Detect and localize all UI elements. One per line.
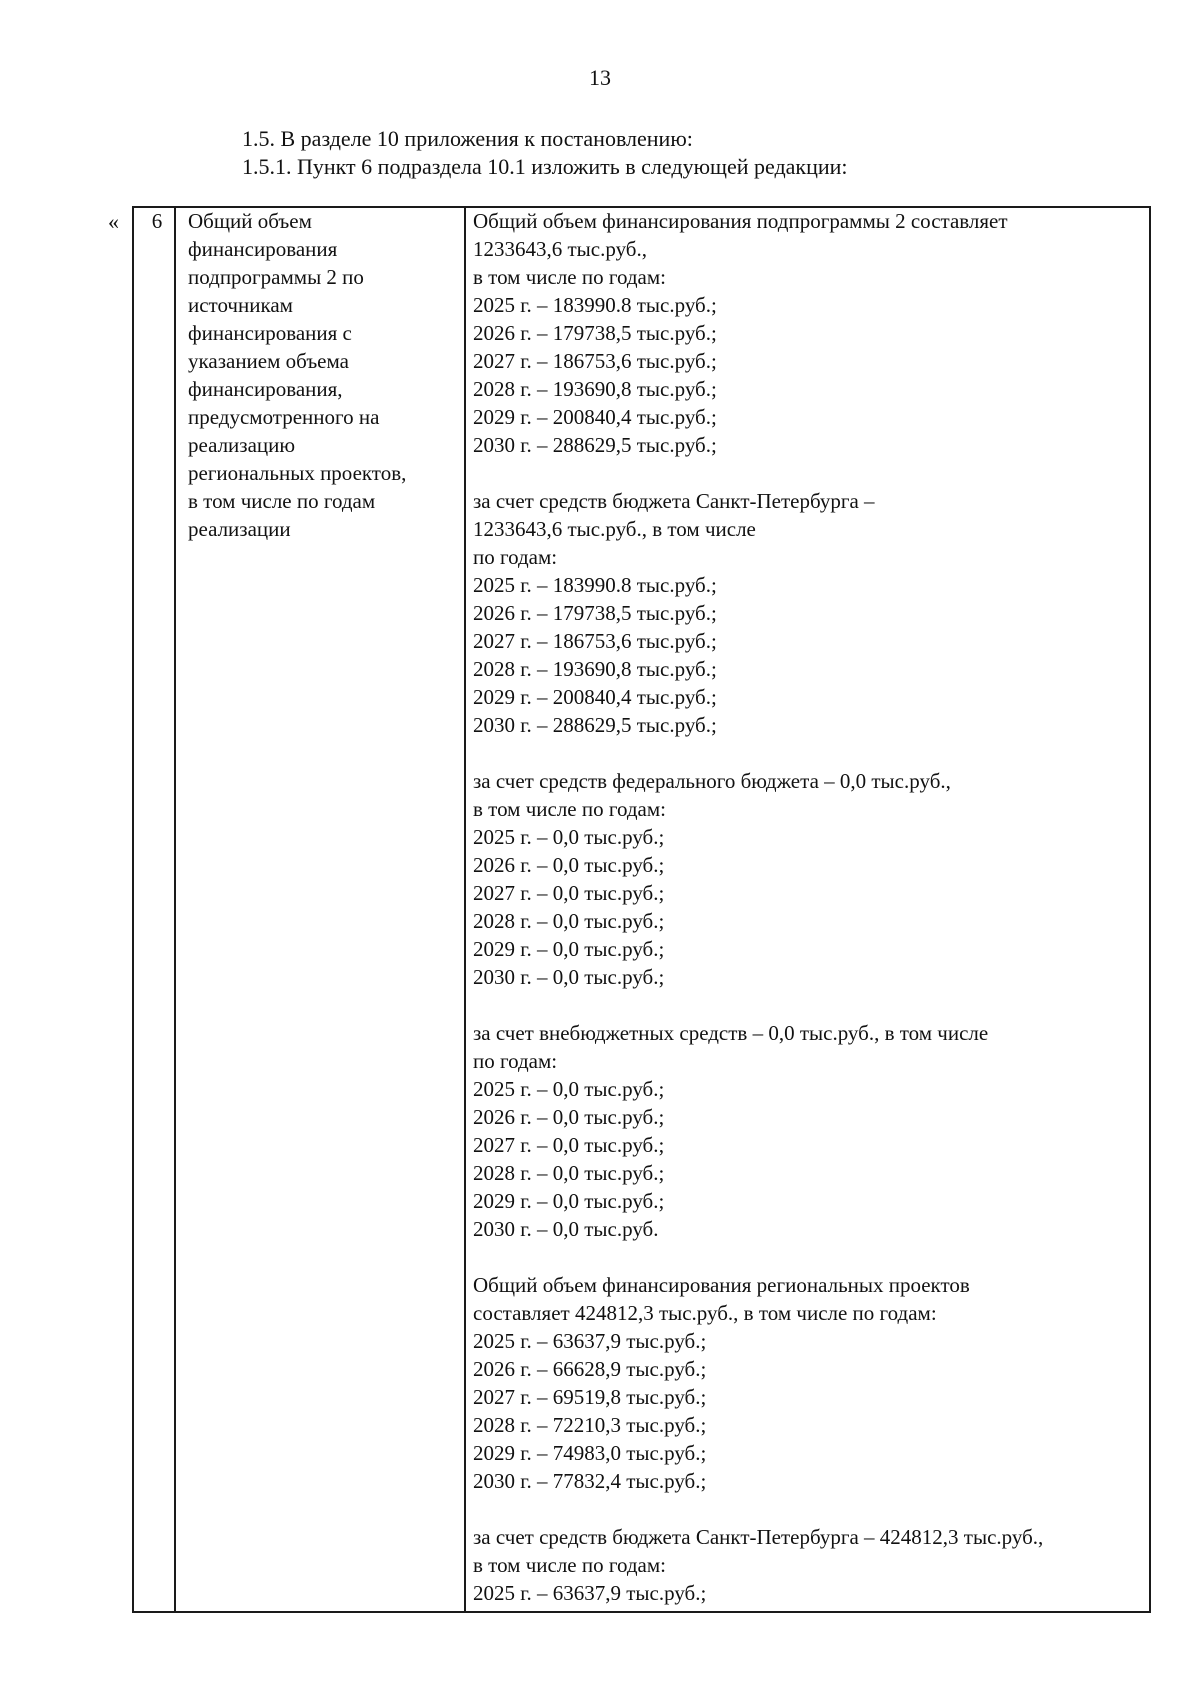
content-line: 2030 г. – 0,0 тыс.руб.; (473, 965, 665, 989)
content-line: 2026 г. – 0,0 тыс.руб.; (473, 853, 665, 877)
blank-line (473, 459, 1143, 487)
row-content-cell (473, 207, 1143, 1607)
blank-line (473, 991, 1143, 1019)
content-line: 2029 г. – 0,0 тыс.руб.; (473, 1189, 665, 1213)
content-line: 2026 г. – 179738,5 тыс.руб.; (473, 601, 717, 625)
table-column-divider-1 (174, 206, 176, 1613)
content-line: Общий объем финансирования подпрограммы 2 составляет (473, 209, 1008, 233)
blank-line (473, 1243, 1143, 1271)
table-column-divider-2 (464, 206, 466, 1613)
content-line: 2028 г. – 0,0 тыс.руб.; (473, 909, 665, 933)
row-number-cell: 6 (151, 209, 163, 233)
blank-line (473, 1495, 1143, 1523)
content-line: 2027 г. – 0,0 тыс.руб.; (473, 1133, 665, 1157)
content-line: 2026 г. – 66628,9 тыс.руб.; (473, 1357, 707, 1381)
intro-line-section: 1.5. В разделе 10 приложения к постановлению: (242, 126, 693, 151)
content-line: 2026 г. – 179738,5 тыс.руб.; (473, 321, 717, 345)
content-line: за счет средств бюджета Санкт-Петербурга – (473, 489, 875, 513)
intro-block (242, 125, 848, 181)
content-line: 2025 г. – 183990.8 тыс.руб.; (473, 293, 717, 317)
content-line: 2027 г. – 69519,8 тыс.руб.; (473, 1385, 707, 1409)
row-label-cell (188, 207, 458, 543)
content-line: в том числе по годам: (473, 1553, 666, 1577)
content-line: за счет средств федерального бюджета – 0,0 тыс.руб., (473, 769, 951, 793)
content-line: 2027 г. – 186753,6 тыс.руб.; (473, 629, 717, 653)
content-line: 2029 г. – 200840,4 тыс.руб.; (473, 685, 717, 709)
label-line: региональных проектов, (188, 461, 407, 485)
label-line: предусмотренного на (188, 405, 380, 429)
content-line: 2029 г. – 0,0 тыс.руб.; (473, 937, 665, 961)
content-line: 2029 г. – 200840,4 тыс.руб.; (473, 405, 717, 429)
content-line: 2030 г. – 77832,4 тыс.руб.; (473, 1469, 707, 1493)
content-line: 1233643,6 тыс.руб., в том числе (473, 517, 756, 541)
content-line: по годам: (473, 1049, 558, 1073)
content-line: 2026 г. – 0,0 тыс.руб.; (473, 1105, 665, 1129)
label-line: источникам (188, 293, 293, 317)
content-line: 2025 г. – 0,0 тыс.руб.; (473, 825, 665, 849)
content-line: за счет средств бюджета Санкт-Петербурга – 424812,3 тыс.руб., (473, 1525, 1044, 1549)
label-line: финансирования (188, 237, 338, 261)
content-line: 2028 г. – 193690,8 тыс.руб.; (473, 657, 717, 681)
label-line: подпрограммы 2 по (188, 265, 364, 289)
content-line: 2029 г. – 74983,0 тыс.руб.; (473, 1441, 707, 1465)
content-line: за счет внебюджетных средств – 0,0 тыс.руб., в том числе (473, 1021, 989, 1045)
intro-line-clause: 1.5.1. Пункт 6 подраздела 10.1 изложить в следующей редакции: (242, 154, 848, 179)
content-line: 2028 г. – 72210,3 тыс.руб.; (473, 1413, 707, 1437)
label-line: реализацию (188, 433, 296, 457)
page-number: 13 (589, 65, 611, 90)
content-line: 2025 г. – 0,0 тыс.руб.; (473, 1077, 665, 1101)
content-line: 2030 г. – 288629,5 тыс.руб.; (473, 713, 717, 737)
label-line: реализации (188, 517, 291, 541)
label-line: Общий объем (188, 209, 312, 233)
content-line: 2027 г. – 186753,6 тыс.руб.; (473, 349, 717, 373)
content-line: 1233643,6 тыс.руб., (473, 237, 647, 261)
label-line: в том числе по годам (188, 489, 376, 513)
content-line: 2030 г. – 0,0 тыс.руб. (473, 1217, 659, 1241)
content-line: 2027 г. – 0,0 тыс.руб.; (473, 881, 665, 905)
blank-line (473, 739, 1143, 767)
opening-quote: « (108, 209, 119, 234)
content-line: в том числе по годам: (473, 265, 666, 289)
content-line: Общий объем финансирования региональных проектов (473, 1273, 970, 1297)
content-line: в том числе по годам: (473, 797, 666, 821)
content-line: по годам: (473, 545, 558, 569)
label-line: финансирования с (188, 321, 352, 345)
content-line: 2028 г. – 0,0 тыс.руб.; (473, 1161, 665, 1185)
label-line: указанием объема (188, 349, 349, 373)
content-line: 2025 г. – 63637,9 тыс.руб.; (473, 1581, 707, 1605)
label-line: финансирования, (188, 377, 343, 401)
content-line: 2028 г. – 193690,8 тыс.руб.; (473, 377, 717, 401)
content-line: 2030 г. – 288629,5 тыс.руб.; (473, 433, 717, 457)
content-line: составляет 424812,3 тыс.руб., в том числе по годам: (473, 1301, 937, 1325)
content-line: 2025 г. – 63637,9 тыс.руб.; (473, 1329, 707, 1353)
content-line: 2025 г. – 183990.8 тыс.руб.; (473, 573, 717, 597)
